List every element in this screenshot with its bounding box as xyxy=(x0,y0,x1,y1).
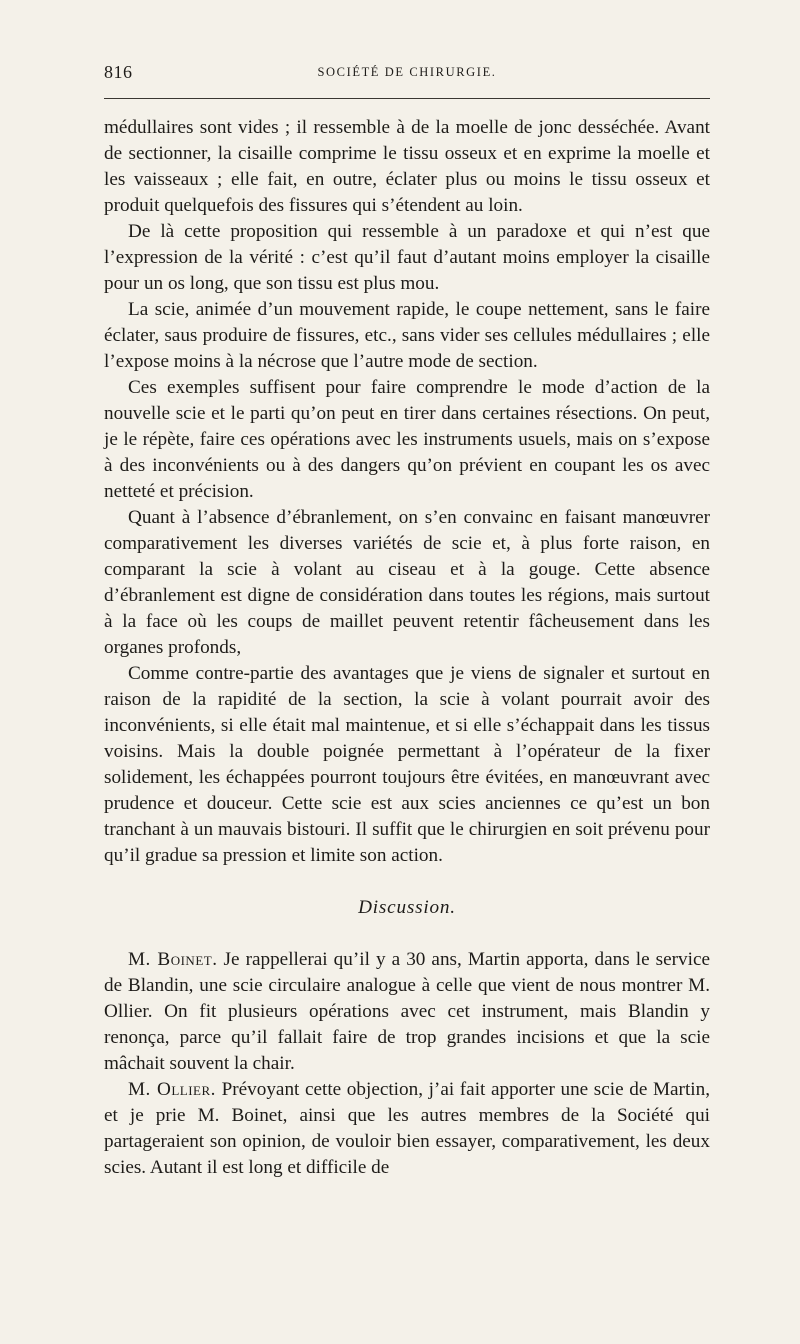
speech-text: Prévoyant cette objection, j’ai fait apporter une scie de Martin, et je prie M. Boinet, ainsi que les autres membres de la Société qui partageraient son opinion, de vouloir bien essayer, comparativement, les deux scies. Autant il est long et difficile de xyxy=(104,1079,710,1178)
section-heading: Discussion. xyxy=(358,897,456,918)
page-header xyxy=(104,62,710,88)
paragraph: Ces exemples suffisent pour faire comprendre le mode d’action de la nouvelle scie et le parti qu’on peut en tirer dans certaines résections. On peut, je le répète, faire ces opérations avec les instruments usuels, mais on s’expose à des inconvénients ou à des dangers qu’on prévient en coupant les os avec netteté et précision. xyxy=(104,377,710,502)
discussion-paragraph xyxy=(104,1077,710,1181)
paragraph: La scie, animée d’un mouvement rapide, le coupe nettement, sans le faire éclater, saus produire de fissures, etc., sans vider ses cellules médullaires ; elle l’expose moins à la nécrose que l’autre mode de section. xyxy=(104,299,710,372)
speaker-name: M. Boinet. xyxy=(128,949,218,970)
paragraph: Comme contre-partie des avantages que je viens de signaler et surtout en raison de la rapidité de la section, la scie à volant pourrait avoir des inconvénients, si elle était mal maintenue, et si elle s’échappait dans les tissus voisins. Mais la double poignée permettant à l’opérateur de la fixer solidement, les échappées pourront toujours être évitées, en manœuvrant avec prudence et douceur. Cette scie est aux scies anciennes ce qu’est un bon tranchant à un mauvais bistouri. Il suffit que le chirurgien en soit prévenu pour qu’il gradue sa pression et limite son action. xyxy=(104,663,710,866)
page-number: 816 xyxy=(104,62,133,82)
speech-text: Je rappellerai qu’il y a 30 ans, Martin apporta, dans le service de Blandin, une scie circulaire analogue à celle que vient de nous montrer M. Ollier. On fit plusieurs opérations avec cet instrument, mais Blandin y renonça, parce qu’il fallait faire de trop grandes incisions et que la scie mâchait souvent la chair. xyxy=(104,949,710,1074)
discussion-paragraph xyxy=(104,947,710,1077)
paragraph: De là cette proposition qui ressemble à un paradoxe et qui n’est que l’expression de la vérité : c’est qu’il faut d’autant moins employer la cisaille pour un os long, que son tissu est plus mou. xyxy=(104,221,710,294)
body-text xyxy=(104,115,710,1181)
speaker-name: M. Ollier. xyxy=(128,1079,216,1100)
paragraph: médullaires sont vides ; il ressemble à de la moelle de jonc desséchée. Avant de sectionner, la cisaille comprime le tissu osseux et en exprime la moelle et les vaisseaux ; elle fait, en outre, éclater plus ou moins le tissu osseux et produit quelquefois des fissures qui s’étendent au loin. xyxy=(104,117,710,216)
running-title: SOCIÉTÉ DE CHIRURGIE. xyxy=(317,65,497,79)
paragraph: Quant à l’absence d’ébranlement, on s’en convainc en faisant manœuvrer comparativement les diverses variétés de scie et, à plus forte raison, en comparant la scie à volant au ciseau et à la gouge. Cette absence d’ébranlement est digne de considération dans toutes les régions, mais surtout à la face où les coups de maillet peuvent retentir fâcheusement dans les organes profonds, xyxy=(104,507,710,658)
header-rule xyxy=(104,98,710,99)
